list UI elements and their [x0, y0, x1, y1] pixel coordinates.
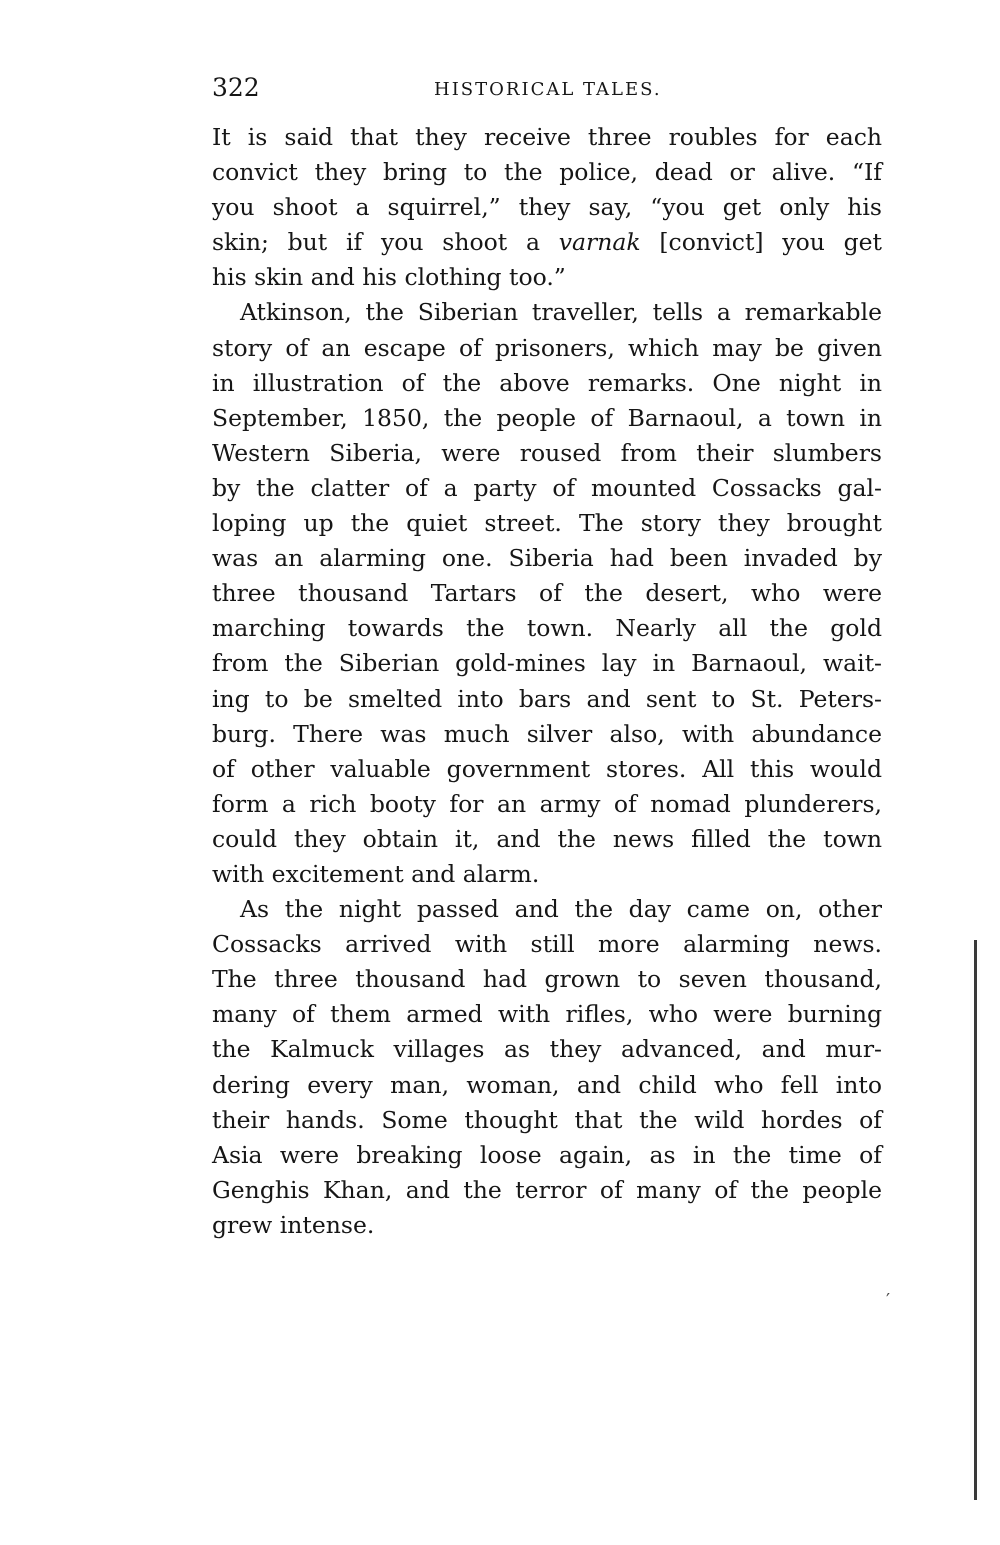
- text-line: grew intense.: [212, 1210, 375, 1239]
- text-line: Genghis Khan, and the terror of many of the people: [212, 1175, 882, 1204]
- text-line: you shoot a squirrel,” they say, “you get only his: [212, 193, 882, 222]
- text-line: loping up the quiet street. The story they brought: [212, 509, 882, 538]
- text-line: form a rich booty for an army of nomad plunderers,: [212, 789, 882, 818]
- text-line: his skin and his clothing too.”: [212, 263, 566, 292]
- text-line: was an alarming one. Siberia had been invaded by: [212, 544, 882, 573]
- page-header: [212, 70, 882, 110]
- text-line: Atkinson, the Siberian traveller, tells a remarkable: [240, 298, 882, 327]
- text-line: from the Siberian gold-mines lay in Barnaoul, wait-: [212, 649, 882, 678]
- running-head: HISTORICAL TALES.: [434, 79, 662, 100]
- text-line: story of an escape of prisoners, which may be given: [212, 333, 882, 362]
- text-line: three thousand Tartars of the desert, who were: [212, 579, 882, 608]
- text-line: The three thousand had grown to seven thousand,: [212, 965, 882, 994]
- text-line: many of them armed with rifles, who were burning: [212, 1000, 882, 1029]
- text-line: Asia were breaking loose again, as in the time of: [212, 1140, 882, 1169]
- paragraph-1: [212, 120, 882, 295]
- text-line: burg. There was much silver also, with abundance: [212, 719, 882, 748]
- text-line: marching towards the town. Nearly all the gold: [212, 614, 882, 643]
- paragraph-3: [212, 892, 882, 1243]
- text-line: by the clatter of a party of mounted Cossacks gal-: [212, 473, 882, 502]
- text-line: dering every man, woman, and child who fell into: [212, 1070, 882, 1099]
- text-line: their hands. Some thought that the wild hordes of: [212, 1105, 882, 1134]
- text-line: ing to be smelted into bars and sent to St. Peters-: [212, 684, 882, 713]
- text-line: skin; but if you shoot a varnak [convict] you get: [212, 228, 883, 257]
- body-text: [212, 120, 882, 1243]
- text-line: in illustration of the above remarks. One night in: [212, 368, 882, 397]
- text-line: could they obtain it, and the news filled the town: [212, 824, 882, 853]
- paragraph-2: [212, 295, 882, 892]
- page-number: 322: [212, 73, 260, 102]
- text-line: with excitement and alarm.: [212, 859, 540, 888]
- text-line: convict they bring to the police, dead or alive. “If: [212, 158, 882, 187]
- text-line: It is said that they receive three roubles for each: [212, 123, 882, 151]
- text-line: Cossacks arrived with still more alarming news.: [212, 930, 882, 959]
- text-line: of other valuable government stores. All this would: [212, 754, 882, 783]
- text-line: Western Siberia, were roused from their slumbers: [212, 438, 882, 467]
- text-line: the Kalmuck villages as they advanced, and mur-: [212, 1035, 882, 1064]
- text-line: As the night passed and the day came on, other: [240, 895, 882, 924]
- ink-speck: ′: [886, 1290, 891, 1311]
- italic-word: varnak: [558, 228, 641, 257]
- text-line: September, 1850, the people of Barnaoul, a town in: [212, 403, 882, 432]
- page-edge-rule: [974, 940, 977, 1500]
